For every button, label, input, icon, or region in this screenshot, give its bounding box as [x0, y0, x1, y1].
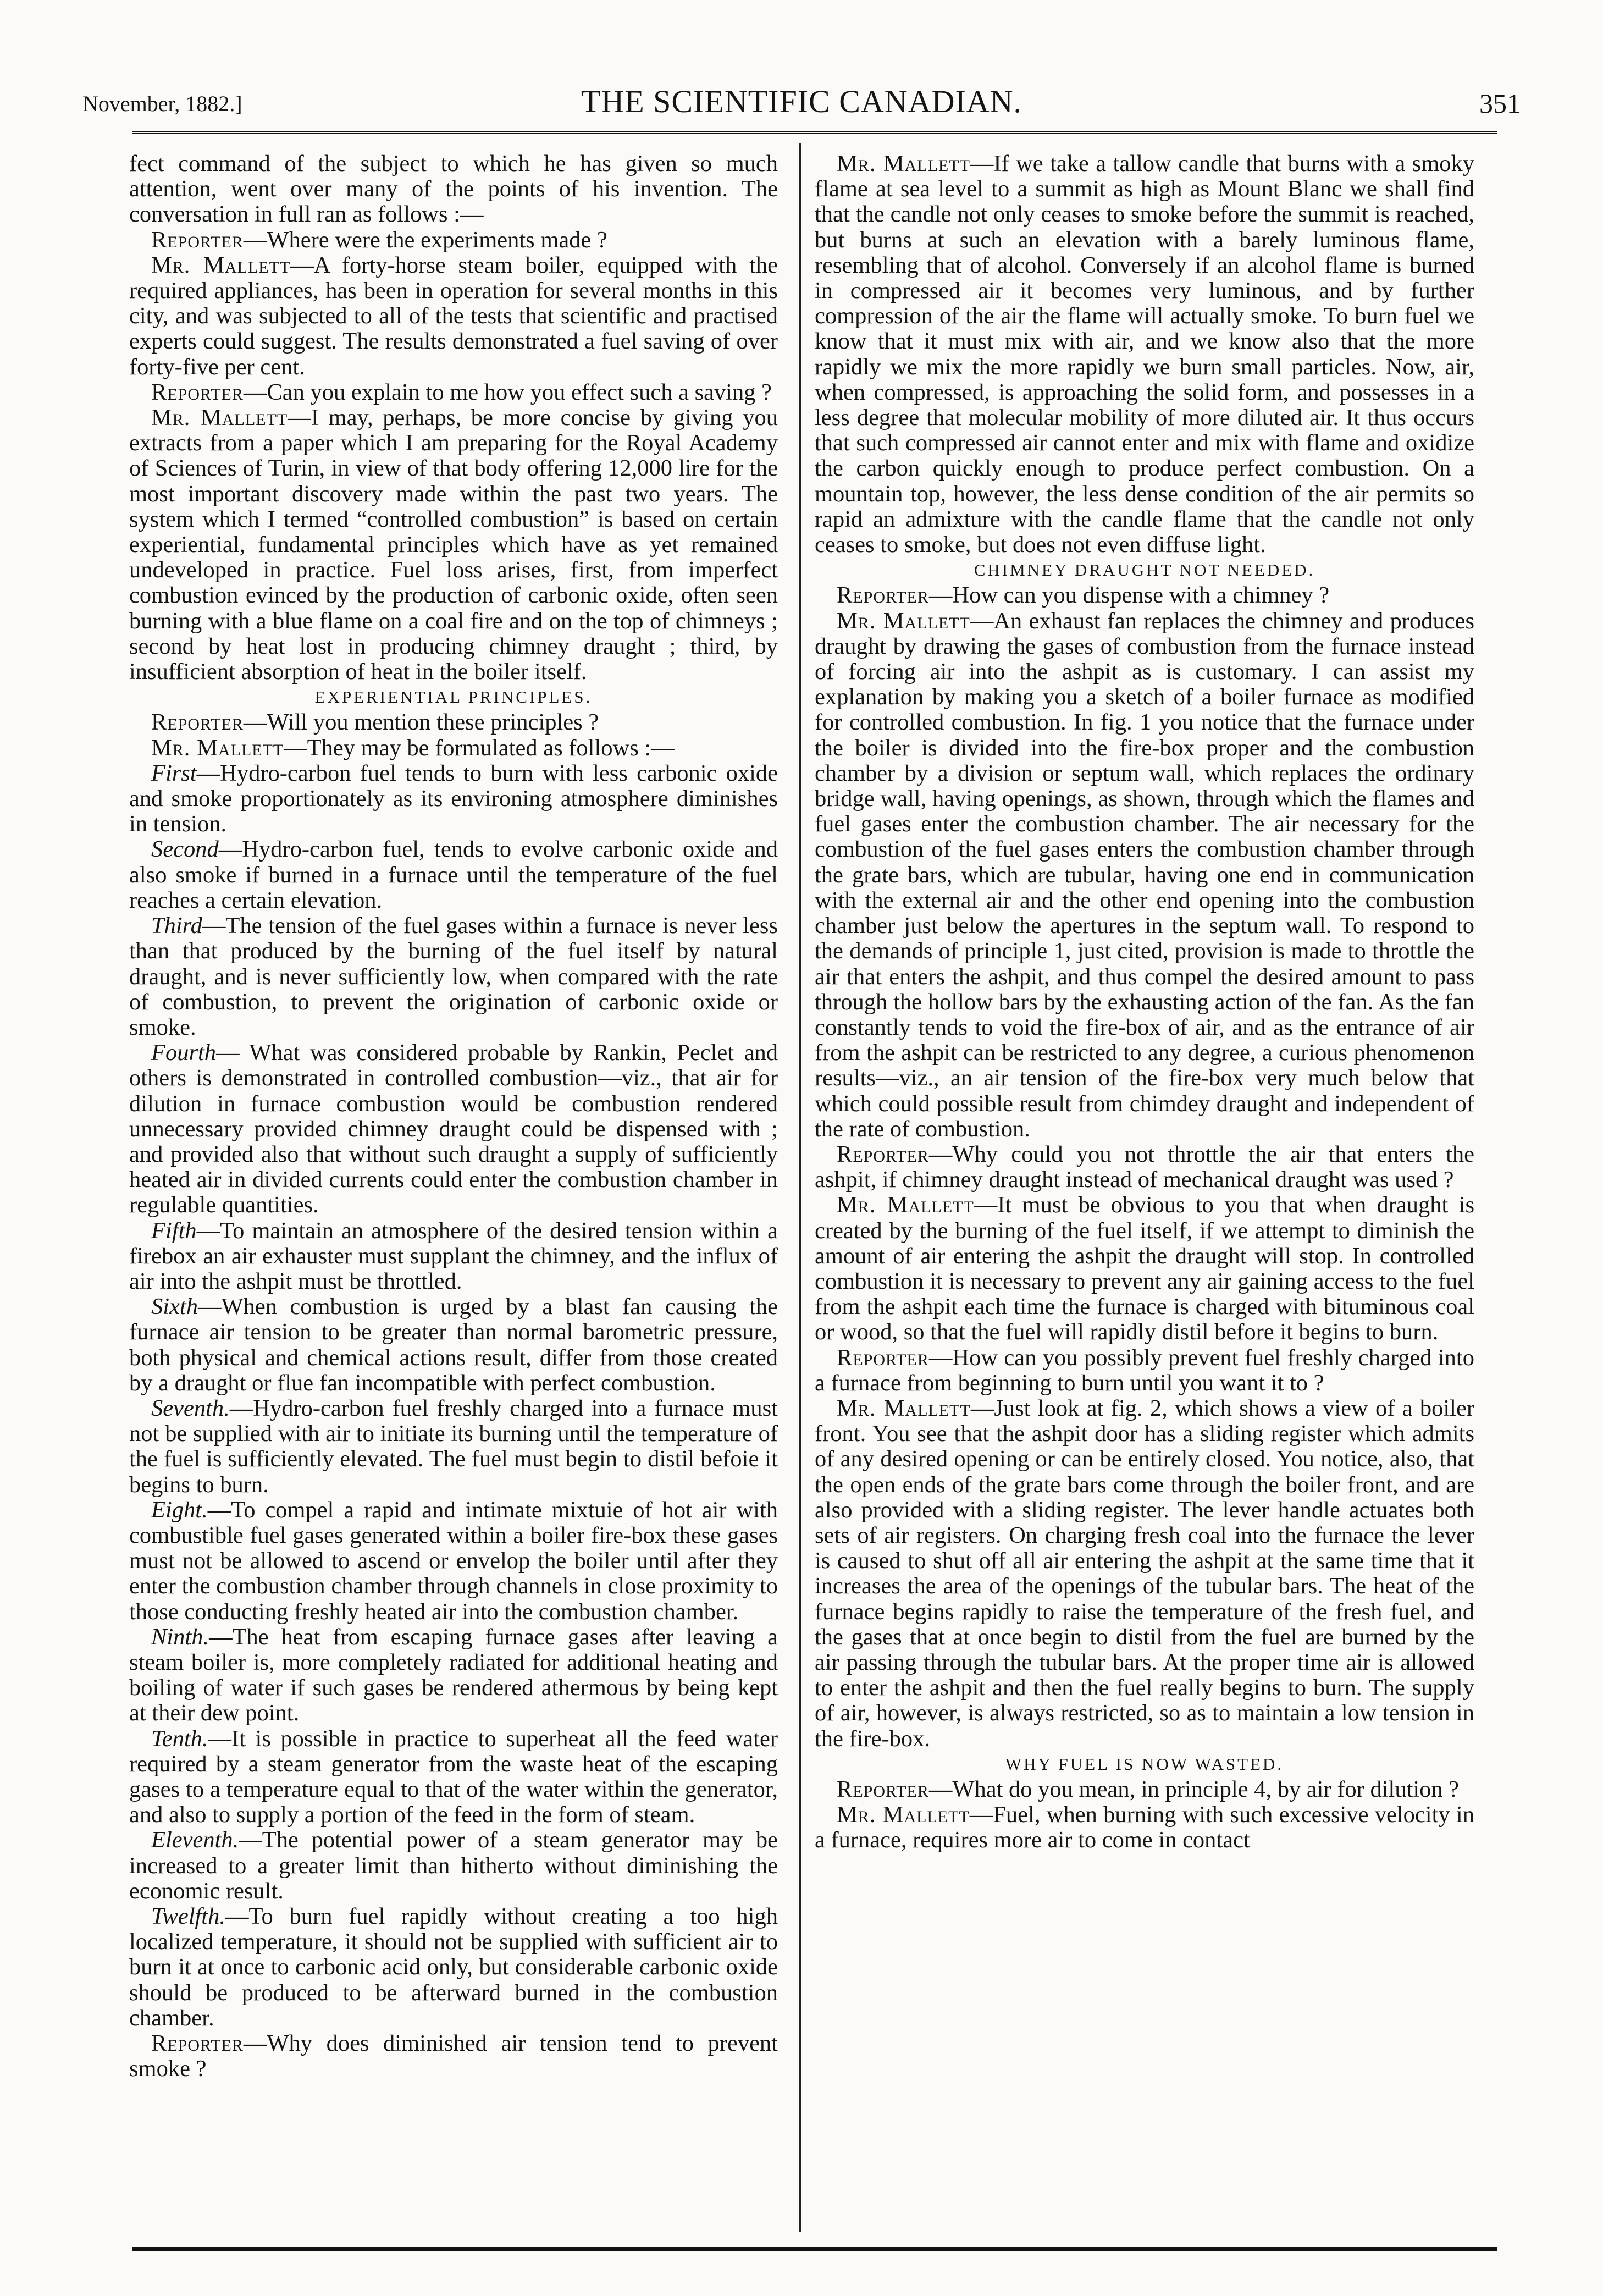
paragraph — [815, 1802, 1474, 1853]
paragraph — [815, 609, 1474, 1142]
paragraph-text: —To burn fuel rapidly without creating a too high localized temperature, it should not be supplied with sufficient air to burn it at once to carbonic acid only, but considerable carbonic oxide should be produced to be afterward burned in the combustion chamber. — [129, 1903, 778, 2031]
principle-label: Seventh. — [151, 1395, 230, 1421]
section-heading: WHY FUEL IS NOW WASTED. — [1005, 1754, 1284, 1774]
principle-paragraph — [129, 837, 778, 913]
paragraph — [815, 1345, 1474, 1396]
paragraph — [129, 405, 778, 685]
paragraph — [129, 253, 778, 380]
header-rule — [132, 131, 1497, 134]
principle-paragraph — [129, 1396, 778, 1498]
principle-paragraph — [129, 1498, 778, 1625]
principle-paragraph — [129, 1218, 778, 1295]
paragraph-text: —Hydro-carbon fuel, tends to evolve carbonic oxide and also smoke if burned in a furnace until the temperature of the fuel reaches a certain elevation. — [129, 836, 778, 913]
footer-rule — [132, 2247, 1497, 2251]
principle-label: Ninth. — [151, 1624, 209, 1650]
paragraph — [129, 380, 778, 405]
speaker-label: Reporter — [151, 709, 244, 736]
paragraph — [129, 228, 778, 253]
paragraph-text: —Just look at fig. 2, which shows a view of a boiler front. You see that the ashpit door has a sliding register which admits of any desired opening or can be entirely closed. You notice, also, that the open ends of the grate bars come through the boiler front, and are also provided with a sliding register. The lever handle actuates both sets of air registers. On charging fresh coal into the furnace the lever is caused to shut off all air entering the ashpit at the same time that it increases the area of the openings of the tubular bars. The heat of the furnace begins rapidly to raise the temperature of the fresh fuel, and the gases that at once begin to distil from the fuel are burned by the air passing through the tubular bars. At the proper time air is allowed to enter the ashpit and then the fuel really begins to burn. The supply of air, however, is always restricted, so as to maintain a low tension in the fire-box. — [815, 1395, 1474, 1752]
principle-paragraph — [129, 761, 778, 837]
right-column — [815, 151, 1474, 2238]
principle-paragraph — [129, 1625, 778, 1726]
speaker-label: Mr. Mallett — [151, 252, 291, 278]
speaker-label: Mr. Mallett — [837, 1802, 970, 1828]
paragraph-text: —Hydro-carbon fuel tends to burn with less carbonic oxide and smoke proportionately as its environing atmosphere diminishes in tension. — [129, 760, 778, 837]
paragraph — [129, 710, 778, 735]
paragraph-text: —An exhaust fan replaces the chimney and produces draught by drawing the gases of combustion from the furnace instead of forcing air into the ashpit as is customary. I can assist my explanation by making you a sketch of a boiler furnace as modified for controlled combustion. In fig. 1 you notice that the furnace under the boiler is divided into the fire-box proper and the combustion chamber by a division or septum wall, which replaces the ordinary bridge wall, having openings, as shown, through which the flames and fuel gases enter the combustion chamber. The air necessary for the combustion of the fuel gases enters the combustion chamber through the grate bars, which are tubular, having one end in communication with the external air and the other end opening into the combustion chamber just below the apertures in the septum wall. To respond to the demands of principle 1, just cited, provision is made to throttle the air that enters the ashpit, and thus compel the desired amount to pass through the hollow bars by the exhausting action of the fan. As the fan constantly tends to void the fire-box of air, and as the entrance of air from the ashpit can be restricted to any degree, a curious phenomenon results—viz., an air tension of the fire-box very much below that which could possible result from chimdey draught and independent of the rate of combustion. — [815, 608, 1474, 1142]
speaker-label: Mr. Mallett — [151, 405, 288, 431]
section-heading: CHIMNEY DRAUGHT NOT NEEDED. — [974, 560, 1315, 580]
paragraph: fect command of the subject to which he has given so much attention, went over many of the points of his invention. The conversation in full ran as follows :— — [129, 151, 778, 228]
paragraph-text: —How can you possibly prevent fuel freshly charged into a furnace from beginning to burn until you want it to ? — [815, 1344, 1474, 1396]
principle-label: Eleventh. — [151, 1827, 239, 1853]
principle-label: Fourth — [151, 1040, 217, 1066]
paragraph-text: —Why could you not throttle the air that enters the ashpit, if chimney draught instead of mechanical draught was used ? — [815, 1141, 1474, 1193]
speaker-label: Mr. Mallett — [837, 1395, 971, 1421]
paragraph-text: —The heat from escaping furnace gases after leaving a steam boiler is, more completely radiated for additional heating and boiling of water if such gases be rendered athermous by being kept at their dew point. — [129, 1624, 778, 1726]
paragraph-text: — What was considered probable by Rankin, Peclet and others is demonstrated in controlled combustion—viz., that air for dilution in furnace combustion would be combustion rendered unnecessary provided chimney draught could be dispensed with ; and provided also that without such draught a supply of sufficiently heated air in divided currents could enter the combustion chamber in regulable quantities. — [129, 1040, 778, 1218]
speaker-label: Reporter — [837, 1141, 929, 1167]
speaker-label: Reporter — [837, 1776, 929, 1802]
principle-label: Tenth. — [151, 1725, 208, 1752]
page-number: 351 — [1479, 88, 1521, 119]
speaker-label: Reporter — [151, 2030, 244, 2057]
paragraph-text: —To maintain an atmosphere of the desired tension within a firebox an air exhauster must supplant the chimney, and the influx of air into the ashpit must be throttled. — [129, 1217, 778, 1294]
paragraph-text: —The tension of the fuel gases within a furnace is never less than that produced by the burning of the fuel itself by natural draught, and is never sufficiently low, when compared with the rate of combustion, to prevent the origination of carbonic oxide or smoke. — [129, 913, 778, 1040]
speaker-label: Mr. Mallett — [837, 608, 970, 634]
paragraph-text: —It must be obvious to you that when draught is created by the burning of the fuel itself, if we attempt to diminish the amount of air entering the ashpit the draught will stop. In controlled combustion it is necessary to prevent any air gaining access to the fuel from the ashpit each time the furnace is charged with bituminous coal or wood, so that the fuel will rapidly distil before it begins to burn. — [815, 1192, 1474, 1345]
principle-paragraph — [129, 1726, 778, 1828]
speaker-label: Mr. Mallett — [837, 151, 970, 176]
principle-label: First — [151, 760, 197, 786]
speaker-label: Mr. Mallett — [837, 1192, 974, 1218]
principle-label: Fifth — [151, 1217, 197, 1244]
speaker-label: Mr. Mallett — [151, 735, 284, 761]
paragraph — [815, 1142, 1474, 1193]
paragraph-text: —To compel a rapid and intimate mixtuie of hot air with combustible fuel gases generated within a boiler fire-box these gases must not be allowed to ascend or envelop the boiler until after they enter the combustion chamber through channels in close proximity to those conducting freshly heated air into the combustion chamber. — [129, 1497, 778, 1625]
paragraph-text: —The potential power of a steam generator may be increased to a greater limit than hitherto without diminishing the economic result. — [129, 1827, 778, 1904]
paragraph-text: —What do you mean, in principle 4, by air for dilution ? — [928, 1776, 1460, 1802]
paragraph-text: —When combustion is urged by a blast fan causing the furnace air tension to be greater than normal barometric pressure, both physical and chemical actions result, differ from those created by a draught or flue fan incompatible with perfect combustion. — [129, 1294, 778, 1396]
principle-label: Sixth — [151, 1294, 198, 1320]
speaker-label: Reporter — [837, 1344, 929, 1371]
left-column — [129, 151, 778, 2238]
principle-paragraph — [129, 1040, 778, 1218]
principle-paragraph — [129, 1294, 778, 1396]
principle-paragraph — [129, 913, 778, 1040]
paragraph-text: —They may be formulated as follows :— — [284, 735, 675, 761]
principle-paragraph — [129, 1828, 778, 1904]
speaker-label: Reporter — [151, 379, 244, 405]
paragraph-text: —Will you mention these principles ? — [243, 709, 599, 736]
paragraph — [815, 583, 1474, 608]
paragraph-text: —If we take a tallow candle that burns with a smoky flame at sea level to a summit as high as Mount Blanc we shall find that the candle not only ceases to smoke before the summit is reached, but burns at such an elevation with a barely luminous flame, resembling that of alcohol. Conversely if an alcohol flame is burned in compressed air it becomes very luminous, and by further compression of the air the flame will actually smoke. To burn fuel we know that it must mix with air, and we know also that the more rapidly we mix the more rapidly we burn small particles. Now, air, when compressed, is approaching the solid form, and possesses in a less degree that molecular mobility of more diluted air. It thus occurs that such compressed air cannot enter and mix with flame and oxidize the carbon quickly enough to produce perfect combustion. On a mountain top, however, the less dense condition of the air permits so rapid an admixture with the candle flame that the candle not only ceases to smoke, but does not even diffuse light. — [815, 151, 1474, 558]
section-heading: EXPERIENTIAL PRINCIPLES. — [314, 687, 593, 707]
paragraph-text: —A forty-horse steam boiler, equipped with the required appliances, has been in operation for several months in this city, and was subjected to all of the tests that scientific and practised experts could suggest. The results demonstrated a fuel saving of over forty-five per cent. — [129, 252, 778, 380]
principle-label: Third — [151, 913, 202, 939]
paragraph — [815, 1193, 1474, 1345]
principle-label: Second — [151, 836, 219, 863]
paragraph-text: —Where were the experiments made ? — [243, 227, 607, 253]
page-header — [82, 80, 1521, 124]
speaker-label: Reporter — [151, 227, 244, 253]
paragraph-text: —I may, perhaps, be more concise by giving you extracts from a paper which I am preparing for the Royal Academy of Sciences of Turin, in view of that body offering 12,000 lire for the most important discovery made within the past two years. The system which I termed “controlled combustion” is based on certain experiential, fundamental principles which have as yet remained undeveloped in practice. Fuel loss arises, first, from imperfect combustion evinced by the production of carbonic oxide, often seen burning with a blue flame on a coal fire and on the top of chimneys ; second by heat lost in producing chimney draught ; third, by insufficient absorption of heat in the boiler itself. — [129, 405, 778, 685]
principle-label: Eight. — [151, 1497, 208, 1523]
principle-label: Twelfth. — [151, 1903, 225, 1930]
paragraph-text: —Can you explain to me how you effect such a saving ? — [243, 379, 772, 405]
paragraph — [815, 1777, 1474, 1802]
paragraph-text: —Why does diminished air tension tend to prevent smoke ? — [129, 2030, 778, 2082]
speaker-label: Reporter — [837, 582, 929, 609]
paragraph — [815, 1396, 1474, 1752]
paragraph — [129, 2031, 778, 2082]
paragraph-text: —How can you dispense with a chimney ? — [928, 582, 1330, 609]
paragraph-text: —It is possible in practice to superheat all the feed water required by a steam generator from the waste heat of the escaping gases to a temperature equal to that of the water within the generator, and also to supply a portion of the feed in the form of steam. — [129, 1725, 778, 1828]
paragraph — [129, 736, 778, 761]
column-divider — [799, 143, 801, 2232]
issue-date: November, 1882.] — [82, 91, 242, 116]
paragraph-text: —Fuel, when burning with such excessive velocity in a furnace, requires more air to come in contact — [815, 1802, 1474, 1853]
principle-paragraph — [129, 1904, 778, 2031]
paragraph — [815, 151, 1474, 558]
paragraph-text: —Hydro-carbon fuel freshly charged into a furnace must not be supplied with air to initiate its burning until the temperature of the fuel is sufficiently elevated. The fuel must begin to distil befoie it begins to burn. — [129, 1395, 778, 1498]
publication-title: THE SCIENTIFIC CANADIAN. — [581, 84, 1022, 119]
